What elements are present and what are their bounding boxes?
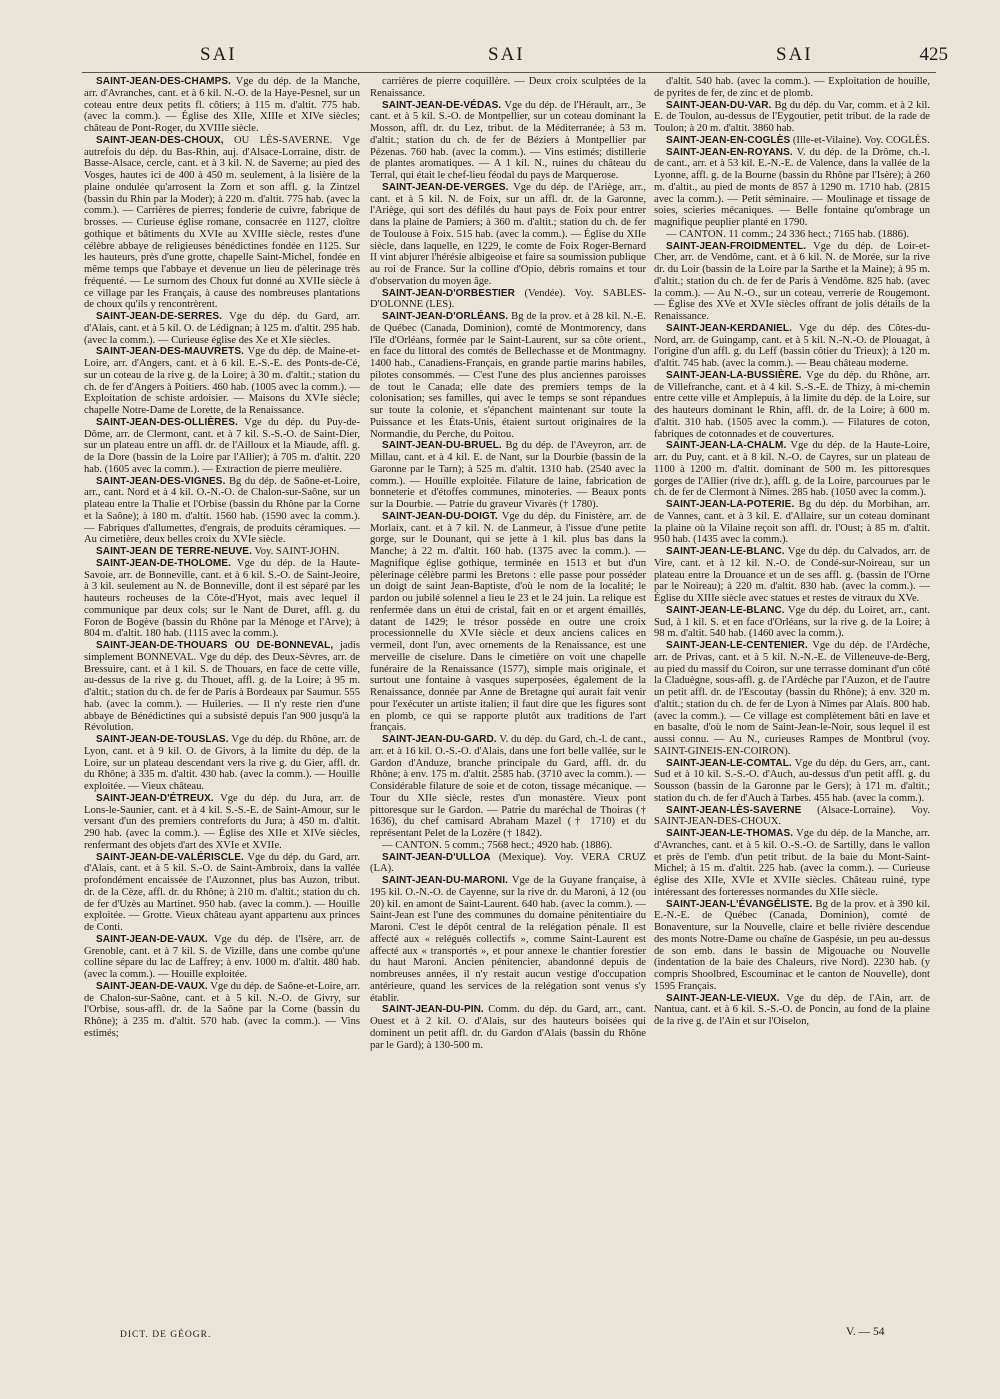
dictionary-entry: [84, 311, 360, 346]
entry-headword: SAINT-JEAN-DES-CHOUX,: [96, 134, 224, 146]
entry-headword: SAINT-JEAN-D'ORBESTIER: [382, 287, 515, 299]
entry-body: Vge du dép. de l'Isère, arr. de Grenoble, cant. et à 7 kil. S. de Vizille, dans une combe qu'une colline sépare du lac de Laffrey; à env. 1000 m. d'altit. 480 hab. (avec la comm.). — Houille exploitée.: [84, 933, 360, 980]
entry-body: (Mexique). Voy. VERA CRUZ (LA).: [370, 851, 646, 875]
entry-body: Vge du dép. de la Haute-Loire, arr. du Puy, cant. et à 8 kil. N.-O. de Cayres, sur un plateau de 1100 à 1200 m. d'altit. dominant de 500 m. les pittoresques gorges de l'Allier (rive dr.), affl. g. de la Loire, parcourues par le ch. de fer de Clermont à Nîmes. 285 hab. (1050 avec la comm.).: [654, 440, 930, 499]
dictionary-entry: [84, 640, 360, 734]
entry-headword: SAINT-JEAN-DE-VERGES.: [382, 181, 509, 193]
dictionary-entry: [654, 76, 930, 100]
entry-body: Vge du dép. de la Manche, arr. d'Avranches, cant. et à 5 kil. O.-S.-O. de Sartilly, dans le vallon et près de l'emb. d'un petit tribut. de la baie du Mont-Saint-Michel; à 15 m. d'altit. 225 hab. (avec la comm.). — Curieuse église des XIIe, XVIe et XVIIe siècles. Château ruiné, type intéressant des forteresses normandes du XIIe siècle.: [654, 828, 930, 898]
entry-headword: SAINT-JEAN-DU-DOIGT.: [382, 510, 498, 522]
entry-headword: SAINT-JEAN-DE-VAUX.: [96, 933, 208, 945]
dictionary-entry: [370, 311, 646, 440]
entry-headword: SAINT-JEAN-DE-THOUARS OU DE-BONNEVAL,: [96, 640, 334, 651]
entry-body: Vge du dép. du Jura, arr. de Lons-le-Saunier, cant. et à 4 kil. S.-S.-E. de Saint-Amour, sur le versant d'un des premiers contreforts du Jura; à 450 m. d'altit. 290 hab. (avec la comm.). — Église des XIIe et XIVe siècles, renfermant des objets d'art des XVIe et XVIIe.: [84, 792, 360, 851]
entry-body: d'altit. 540 hab. (avec la comm.). — Exploitation de houille, de pyrites de fer, de zinc et de plomb.: [654, 76, 930, 99]
entry-body: Vge du dép. du Gers, arr., cant. Sud et à 10 kil. S.-S.-O. d'Auch, au-dessus d'un petit affl. g. du Sousson (bassin de la Garonne par le Gers); à 171 m. d'altit.; station du ch. de fer d'Auch à Tarbes. 455 hab. (avec la comm.).: [654, 757, 930, 804]
entry-body: V. du dép. de la Drôme, ch.-l. de cant., arr. et à 53 kil. E.-N.-E. de Valence, dans la vallée de la Lyonne, affl. g. de la Bourne (bassin du Rhône par l'Isère); à 260 m. d'altit., au pied de monts de 857 à 1290 m. 1710 hab. (2815 avec la comm.). — Petit séminaire. — Moulinage et tissage de soies, scieries mécaniques. — Belle fontaine qu'ombrage un magnifique peuplier planté en 1790.: [654, 146, 930, 228]
entry-body: OU LÈS-SAVERNE. Vge autrefois du dép. du Bas-Rhin, auj. d'Alsace-Lorraine, distr. de Basse-Alsace, cercle, cant. et à 3 kil. N. de Saverne; au pied des Vosges, hautes ici de 400 à 450 m. seulement, à la lisière de la plaine ondulée qu'arrosent la Zorn et son affl. g. la Zintzel (bassin du Rhin par la Moder); à 220 m. d'altit. 775 hab. (avec la comm.). — Carrières de pierres; fonderie de cuivre, fabrique de brosses. — Curieuse église romane, consacrée en 1127, cloître gothique et bâtiments du XVIe au XVIIIe siècle, restes d'une célèbre abbaye de religieuses bénédictines fondée en 1125. Sur les hauteurs, près d'une grotte, chapelle Saint-Michel, fondée en même temps que l'abbaye et devenue un lieu de pèlerinage très fréquenté. — Le surnom des Choux fut donné au XVIIe siècle à ce village par les Français, à cause des nombreuses plantations de choux qu'ils y rencontrèrent.: [84, 134, 360, 311]
footer-sheet-mark: V. — 54: [846, 1326, 885, 1338]
entry-headword: SAINT-JEAN-EN-COGLÈS: [666, 134, 791, 146]
entry-headword: SAINT-JEAN-LE-THOMAS.: [666, 828, 794, 839]
dictionary-entry: [84, 852, 360, 934]
entry-headword: SAINT-JEAN-DU-MARONI.: [382, 875, 508, 886]
entry-body: Vge du dép. du Finistère, arr. de Morlaix, cant. et à 7 kil. N. de Lanmeur, à l'issue d'une petite gorge, sur le Dounant, qui se jette à 1 kil. plus bas dans la Manche; à 22 m. d'altit. 160 hab. (1375 avec la comm.). — Magnifique église gothique, terminée en 1513 et but d'un pèlerinage célèbre parmi les Bretons : elle passe pour posséder un doigt de saint Jean-Baptiste, d'où le nom de la localité; le pardon ou jubilé solennel a lieu le 23 et le 24 juin. La relique est renfermée dans un étui de cristal, fait en or et argent émaillés, datant de 1429; le trésor possède en outre une croix processionnelle du XVIe siècle et deux anciens calices en vermeil, dont l'un, avec ornements de la Renaissance, est une merveille de ciselure. Dans le cimetière on voit une chapelle funéraire de la Renaissance (1577), simple mais originale, et surtout une fontaine à vasques superposées, également de la Renaissance, donnée par Anne de Bretagne qui aurait fait venir pour l'exécuter un artiste italien; il faut dire que les figures sont en plomb, ce qui se rapporte plutôt aux traditions de l'art français.: [370, 510, 646, 734]
dictionary-entry: [654, 241, 930, 323]
dictionary-entry: [654, 899, 930, 993]
dictionary-entry: [654, 323, 930, 370]
dictionary-entry: [84, 476, 360, 547]
dictionary-entry: [654, 993, 930, 1028]
page-number: 425: [919, 44, 948, 65]
entry-body: (Ille-et-Vilaine). Voy. COGLÈS.: [792, 134, 930, 146]
entry-headword: SAINT-JEAN-FROIDMENTEL.: [666, 240, 807, 252]
entry-headword: SAINT-JEAN-DE-TOUSLAS.: [96, 734, 229, 745]
entry-body: Vge du dép. du Rhône, arr. de Lyon, cant. et à 9 kil. O. de Givors, à la limite du dép. de la Loire, sur un plateau descendant vers la rive g. du Gier, affl. dr. du Rhône; à 335 m. d'altit. 430 hab. (avec la comm.). — Houille exploitée. — Vieux château.: [84, 734, 360, 792]
entry-headword: SAINT-JEAN-DU-VAR.: [666, 99, 772, 111]
entry-headword: SAINT-JEAN-DU-PIN.: [382, 1004, 484, 1016]
dictionary-entry: [370, 100, 646, 182]
entry-headword: SAINT-JEAN-LA-POTERIE.: [666, 499, 795, 510]
entry-body: Voy. SAINT-JOHN.: [254, 546, 340, 557]
running-head-right: SAI: [776, 44, 813, 65]
dictionary-entry: [370, 511, 646, 734]
dictionary-entry: [654, 229, 930, 241]
entry-headword: SAINT-JEAN-DE-VAUX.: [96, 980, 208, 992]
dictionary-entry: [84, 546, 360, 558]
entry-body: (Alsace-Lorraine). Voy. SAINT-JEAN-DES-CHOUX.: [654, 804, 930, 828]
entry-headword: SAINT-JEAN-DES-MAUVRETS.: [96, 346, 244, 358]
entry-body: — CANTON. 5 comm.; 7568 hect.; 4920 hab. (1886).: [382, 839, 613, 851]
dictionary-entry: [84, 934, 360, 981]
dictionary-entry: [84, 793, 360, 852]
header-rule: [82, 72, 936, 73]
entry-body: Vge de la Guyane française, à 195 kil. O.-N.-O. de Cayenne, sur la rive dr. du Maroni, à 12 (ou 20) kil. en amont de Saint-Laurent. 640 hab. (avec la comm.). — Saint-Jean est l'une des communes du domaine pénitentiaire du Maroni. C'est le dépôt central de la relégation pénale. Il est affecté aux « relégués collectifs », comme Saint-Laurent est affecté aux « transportés », et pour annexe le chantier forestier du haut Maroni. Ancien pénitencier, abandonné depuis de nombreuses années, il n'y restait aucun vestige d'occupation antérieure, quand les services de la relégation sont venus s'y établir.: [370, 875, 646, 1004]
entry-body: Vge du dép. du Calvados, arr. de Vire, cant. et à 12 kil. N.-O. de Condé-sur-Noireau, sur un plateau entre la Drouance et un de ses affl. g. (bassin de l'Orne par le Noireau); à 220 m. d'altit. 830 hab. (avec la comm.). — Église du XIIIe siècle avec statues et restes de vitraux du XVe.: [654, 546, 930, 604]
dictionary-entry: [370, 840, 646, 852]
entry-headword: SAINT-JEAN-DE-SERRES.: [96, 311, 223, 322]
entry-body: Vge du dép. du Rhône, arr. de Villefranche, cant. et à 4 kil. S.-S.-E. de Thizy, à mi-chemin entre cette ville et Amplepuis, à la limite du dép. de la Loire, sur des hauteurs dominant le Rhin, affl. dr. de la Loire; à 600 m. d'altit. 310 hab. (1505 avec la comm.). — Filatures de coton, fabriques de cotonnades et de couvertures.: [654, 369, 930, 440]
entry-headword: SAINT-JEAN-DES-VIGNES.: [96, 475, 226, 487]
entry-headword: SAINT-JEAN-DES-OLLIÈRES.: [96, 416, 238, 428]
entry-body: carrières de pierre coquillère. — Deux croix sculptées de la Renaissance.: [370, 76, 646, 99]
dictionary-entry: [654, 135, 930, 147]
entry-headword: SAINT-JEAN-EN-ROYANS.: [666, 146, 793, 158]
entry-body: Vge du dép. du Loiret, arr., cant. Sud, à 1 kil. S. et en face d'Orléans, sur la rive g. de la Loire; à 98 m. d'altit. 540 hab. (1460 avec la comm.).: [654, 604, 930, 640]
entry-headword: SAINT-JEAN-L'ÉVANGÉLISTE.: [666, 898, 813, 910]
entry-body: Vge du dép. de la Manche, arr. d'Avranches, cant. et à 6 kil. N.-O. de la Haye-Pesnel, sur un coteau entre deux petits fl. côtiers; à 115 m. d'altit. 775 hab. (avec la comm.). — Église des XIIe, XIIIe et XIVe siècles; château de Pont-Roger, du XVIIIe siècle.: [84, 76, 360, 134]
dictionary-entry: [654, 605, 930, 640]
dictionary-entry: [84, 734, 360, 793]
entry-body: Vge du dép. du Gard, arr. d'Alais, cant. et à 5 kil. O. de Lédignan; à 125 m. d'altit. 295 hab. (avec la comm.). — Curieuse église des Xe et XIe siècles.: [84, 311, 360, 346]
dictionary-entry: [84, 135, 360, 311]
entry-body: Comm. du dép. du Gard, arr., cant. Ouest et à 2 kil. O. d'Alais, sur des hauteurs boisées qui dominent un petit affl. dr. du Gardon d'Alais (bassin du Rhône par le Gard); à 130-500 m.: [370, 1004, 646, 1051]
entry-headword: SAINT-JEAN-D'ULLOA: [382, 851, 491, 863]
text-column-3: [654, 76, 930, 1326]
dictionary-entry: [84, 981, 360, 1040]
entry-headword: SAINT-JEAN-DES-CHAMPS.: [96, 76, 231, 87]
entry-body: Bg du dép. du Morbihan, arr. de Vannes, cant. et à 3 kil. E. d'Allaire, sur un coteau dominant la plaine où la Vilaine reçoit son affl. dr. l'Oust; à 85 m. d'altit. 950 hab. (1435 avec la comm.).: [654, 499, 930, 546]
entry-body: Vge du dép. de l'Ain, arr. de Nantua, cant. et à 6 kil. S.-S.-O. de Poncin, au fond de la plaine de la rive g. de l'Ain et sur l'Oiselon,: [654, 992, 930, 1027]
entry-headword: SAINT-JEAN-LÈS-SAVERNE: [666, 804, 802, 816]
entry-body: Bg de la prov. et à 28 kil. N.-E. de Québec (Canada, Dominion), comté de Montmorency, dans l'île d'Orléans, formée par le Saint-Laurent, sur sa côte orient., en face du littoral des comtés de Bellechasse et de Montmagny. 1400 hab., Canadiens-Français, en grande partie marins habiles, pilotes consommés. — C'est l'une des plus anciennes paroisses de tout le Canada; elle date des premiers temps de la colonisation; ses familles, qui avec le temps se sont répandues sur toute la colonie, et s'épanchent maintenant sur toute la Puissance et les États-Unis, étaient surtout originaires de la Normandie, du Perche, du Poitou.: [370, 311, 646, 440]
entry-headword: SAINT-JEAN-LE-CENTENIER.: [666, 640, 808, 651]
text-column-2: [370, 76, 646, 1326]
dictionary-entry: [654, 805, 930, 829]
dictionary-entry: [370, 288, 646, 312]
dictionary-entry: [654, 440, 930, 499]
dictionary-entry: [370, 875, 646, 1004]
entry-headword: SAINT-JEAN-D'ORLÉANS.: [382, 311, 509, 322]
entry-headword: SAINT-JEAN DE TERRE-NEUVE.: [96, 546, 252, 557]
entry-headword: SAINT-JEAN-DU-BRUEL.: [382, 440, 502, 452]
running-head-center: SAI: [488, 44, 525, 65]
entry-body: Vge du dép. de Maine-et-Loire, arr. d'Angers, cant. et à 6 kil. E.-S.-E. des Ponts-de-Cé, sur un coteau de la rive g. de la Loire; à 30 m. d'altit.; station du ch. de fer d'Angers à Poitiers. 460 hab. (1005 avec la comm.). — Exploitation de schiste ardoisier. — Maisons du XVIe siècle; chapelle Notre-Dame de Lorette, de la Renaissance.: [84, 346, 360, 416]
footer-signature: DICT. DE GÉOGR.: [120, 1330, 212, 1340]
dictionary-entry: [654, 370, 930, 441]
dictionary-entry: [370, 440, 646, 511]
entry-headword: SAINT-JEAN-LE-COMTAL.: [666, 757, 792, 769]
entry-headword: SAINT-JEAN-DU-GARD.: [382, 734, 497, 745]
entry-headword: SAINT-JEAN-LE-BLANC.: [666, 604, 785, 616]
entry-headword: SAINT-JEAN-LE-VIEUX.: [666, 992, 780, 1004]
entry-body: Vge du dép. du Puy-de-Dôme, arr. de Clermont, cant. et à 7 kil. S.-S.-O. de Saint-Dier, sur un plateau entre un affl. dr. de l'Ailloux et la Miaude, affl. g. de la Dore (bassin de la Loire par l'Allier); à 705 m. d'altit. 220 hab. (1605 avec la comm.). — Extraction de pierre meulière.: [84, 416, 360, 475]
entry-body: Bg du dép. de Saône-et-Loire, arr., cant. Nord et à 4 kil. O.-N.-O. de Chalon-sur-Saône, sur un plateau entre la Thalie et l'Orbise (bassin du Rhône par la Corne et la Saône); à 180 m. d'altit. 1560 hab. (1590 avec la comm.). — Fabriques d'allumettes, d'engrais, de produits céramiques. — Au cimetière, deux belles croix du XVIe siècle.: [84, 475, 360, 546]
dictionary-entry: [654, 147, 930, 229]
text-column-1: [84, 76, 360, 1326]
dictionary-entry: [370, 182, 646, 288]
dictionary-entry: [654, 100, 930, 135]
dictionary-entry: [84, 417, 360, 476]
dictionary-entry: [654, 499, 930, 546]
dictionary-entry: [654, 828, 930, 899]
entry-body: — CANTON. 11 comm.; 24 336 hect.; 7165 hab. (1886).: [666, 228, 910, 240]
entry-body: Bg du dép. du Var, comm. et à 2 kil. E. de Toulon, au-dessus de l'Eygoutier, petit tribut. de la rade de Toulon; à 20 m. d'altit. 3860 hab.: [654, 99, 930, 134]
entry-headword: SAINT-JEAN-DE-VALÉRISCLE.: [96, 851, 244, 863]
dictionary-entry: [654, 640, 930, 758]
running-head-left: SAI: [200, 44, 237, 65]
entry-body: Vge du dép. du Gard, arr. d'Alais, cant. et à 5 kil. S.-O. de Saint-Ambroix, dans la vallée profondément encaissée de l'Auzonnet, plus bas Auzon, tribut. dr. de la Cèze, affl. dr. du Rhône; à 210 m. d'altit.; station du ch. de fer d'Uzès au Martinet. 950 hab. (avec la comm.). — Houille exploitée. — Grotte. Vieux château ayant appartenu aux princes de Conti.: [84, 851, 360, 933]
entry-headword: SAINT-JEAN-DE-THOLOME.: [96, 557, 231, 569]
entry-body: Vge du dép. de Saône-et-Loire, arr. de Chalon-sur-Saône, cant. et à 5 kil. N.-O. de Givry, sur l'Orbise, sous-affl. dr. de la Saône par la Corne (bassin du Rhône); à 235 m. d'altit. 570 hab. (avec la comm.). — Vins estimés;: [84, 980, 360, 1039]
entry-body: Vge du dép. de la Haute-Savoie, arr. de Bonneville, cant. et à 6 kil. S.-O. de Saint-Jeoire, à 3 kil. seulement au N. de Bonneville, dont il est séparé par les hauteurs rocheuses de la Côte-d'Hyot, mais avec lequel il communique par deux cols; sur le Nant de Duret, affl. g. du Foron de Bogève (bassin du Rhône par la Ménoge et l'Arve); à 804 m. d'altit. 180 hab. (1115 avec la comm.).: [84, 557, 360, 640]
dictionary-entry: [370, 852, 646, 876]
entry-body: (Vendée). Voy. SABLES-D'OLONNE (LES).: [370, 287, 646, 311]
dictionary-entry: [84, 346, 360, 417]
entry-body: jadis simplement BONNEVAL. Vge du dép. des Deux-Sèvres, arr. de Bressuire, cant. et à 1 kil. S. de Thouars, en face de cette ville, au-dessus de la rive g. du Thouet, affl. g. de la Loire; à 95 m. d'altit.; station du ch. de fer de Paris à Bordeaux par Saumur. 555 hab. (avec la comm.). — Huileries. — Il n'y reste rien d'une abbaye de Bénédictines qui a subsisté depuis l'an 900 jusqu'à la Révolution.: [84, 640, 360, 734]
entry-headword: SAINT-JEAN-LE-BLANC.: [666, 546, 785, 557]
dictionary-entry: [370, 734, 646, 840]
dictionary-entry: [370, 76, 646, 100]
entry-headword: SAINT-JEAN-KERDANIEL.: [666, 322, 792, 334]
entry-body: Bg du dép. de l'Aveyron, arr. de Millau, cant. et à 4 kil. E. de Nant, sur la Dourbie (bassin de la Garonne par le Tarn); à 525 m. d'altit. 1310 hab. (2540 avec la comm.). — Houille exploitée. Filature de laine, fabrication de bonneterie et d'étoffes communes, minoteries. — Beaux ponts sur la Dourbie. — Patrie du graveur Vivarès († 1780).: [370, 440, 646, 510]
dictionary-entry: [84, 76, 360, 135]
dictionary-entry: [654, 758, 930, 805]
dictionary-entry: [370, 1004, 646, 1051]
dictionary-entry: [654, 546, 930, 605]
entry-body: Vge du dép. de l'Hérault, arr., 3e cant. et à 5 kil. S.-O. de Montpellier, sur un coteau dominant la Mosson, affl. dr. du Lez, tribut. de la Méditerranée; à 53 m. d'altit.; station du ch. de fer de Béziers à Montpellier par Pézenas. 760 hab. (avec la comm.). — Vins estimés; distillerie de plantes aromatiques. — A 1 kil. N., ruines du château du Terral, qui était le chef-lieu féodal du pays de Marquerose.: [370, 99, 646, 181]
entry-body: Vge du dép. des Côtes-du-Nord, arr. de Guingamp, cant. et à 5 kil. N.-N.-O. de Plouagat, à l'origine d'un affl. g. du Leff (bassin côtier du Trieux); à 120 m. d'altit. 745 hab. (avec la comm.). — Beau château moderne.: [654, 322, 930, 369]
entry-body: Vge du dép. de Loir-et-Cher, arr. de Vendôme, cant. et à 6 kil. N. de Morée, sur la rive dr. du Loir (bassin de la Loire par la Sarthe et la Maine); à 95 m. d'altit.; station du ch. de fer de Paris à Vendôme. 825 hab. (avec la comm.). — Au N.-O., sur un coteau, verrerie de Rougemont. — Église des XVe et XVIe siècles offrant de jolis détails de la Renaissance.: [654, 240, 930, 322]
entry-headword: SAINT-JEAN-DE-VÉDAS.: [382, 99, 502, 111]
entry-body: V. du dép. du Gard, ch.-l. de cant., arr. et à 16 kil. O.-S.-O. d'Alais, dans une fort belle vallée, sur le Gardon d'Anduze, branche principale du Gard, affl. dr. du Rhône; à env. 175 m. d'altit. 2585 hab. (3710 avec la comm.). — Considérable filature de soie et de coton, tissage mécanique. — Tour du XIIe siècle, restes d'un monastère. Vieux pont pittoresque sur le Gardon. — Patrie du maréchal de Thoiras († 1636), du chef camisard Abraham Mazel († 1710) et du représentant Pelet de la Lozère († 1842).: [370, 734, 646, 839]
entry-headword: SAINT-JEAN-LA-BUSSIÈRE.: [666, 369, 802, 381]
entry-body: Vge du dép. de l'Ariège, arr., cant. et à 5 kil. N. de Foix, sur un affl. dr. de la Garonne, l'Ariège, qui sort des défilés du haut pays de Foix pour entrer dans la plaine de Pamiers; à 360 m. d'altit.; station du ch. de fer de Toulouse à Foix. 515 hab. (avec la comm.). — Église du XIIe siècle, dans laquelle, en 1229, le comte de Foix Roger-Bernard II vint abjurer l'hérésie albigeoise et faire sa soumission publique au roi de France. Sur la colline d'Opio, débris romains et tour d'observation du moyen âge.: [370, 181, 646, 287]
entry-headword: SAINT-JEAN-D'ÉTREUX.: [96, 792, 214, 804]
entry-body: Bg de la prov. et à 390 kil. E.-N.-E. de Québec (Canada, Dominion), comté de Bonaventure, sur la Nouvelle, claire et belle rivière descendue des monts Notre-Dame ou chaîne de Gaspésie, un peu au-dessus de son emb. dans le bassin de Migouache ou Nouvelle (indentation de la baie des Chaleurs, rive Nord). 2230 hab. (y compris Shoolbred, Escouminac et le canton de Nouvelle), dont 1595 Français.: [654, 898, 930, 992]
dictionary-entry: [84, 558, 360, 640]
entry-headword: SAINT-JEAN-LA-CHALM.: [666, 440, 787, 452]
entry-body: Vge du dép. de l'Ardèche, arr. de Privas, cant. et à 5 kil. N.-N.-E. de Villeneuve-de-Berg, au pied du massif du Coiron, sur une terrasse dominant d'un côté la Claduègne, sous-affl. g. de l'Ardèche par l'Auzon, et de l'autre un petit affl. dr. de l'Escoutay (bassin du Rhône); à env. 320 m. d'altit.; station du ch. de fer de Lyon à Nîmes par Alais. 800 hab. (avec la comm.). — Ce village est complètement bâti en lave et en basalte, d'où le nom de Saint-Jean-le-Noir, sous lequel il est aussi connu. — Au N., curieuses Rampes de Montbrul (voy. SAINT-GINEIS-EN-COIRON).: [654, 640, 930, 757]
